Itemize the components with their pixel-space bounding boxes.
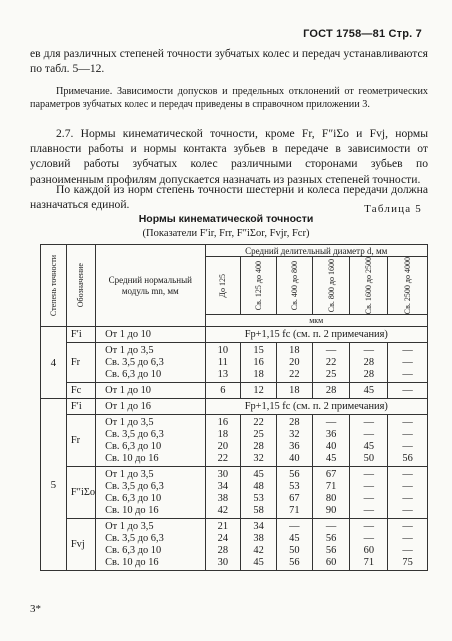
value: 22	[325, 356, 337, 368]
paragraph-2: 2.7. Нормы кинематической точности, кроме Fr, F″iΣо и Fvj, нормы плавности работы и нормы контакта зубьев в передаче в зависимости от условий работы зубчатых колес различными сторонами зубьев по разноименным профилям допускается назначать из разных степеней точности.	[30, 127, 428, 186]
value: 38	[217, 492, 229, 504]
diameter-col-4: Св. 1600 до 2500	[350, 257, 388, 315]
value: 75	[402, 556, 413, 568]
value: 50	[289, 544, 300, 556]
value: 11	[217, 356, 228, 368]
value: 32	[253, 452, 264, 464]
module-line: От 1 до 3,5	[105, 520, 154, 532]
page-header: ГОСТ 1758—81 Стр. 7	[303, 28, 422, 40]
value-cell	[241, 415, 277, 467]
value: 71	[289, 504, 300, 516]
value: 38	[253, 532, 264, 544]
footer-mark: 3*	[30, 603, 41, 615]
value: 71	[325, 480, 337, 492]
value: 67	[325, 468, 337, 480]
value: 25	[253, 428, 264, 440]
symbol-cell: F″iΣо	[66, 467, 95, 519]
value: 42	[253, 544, 264, 556]
value-cell	[205, 467, 241, 519]
value: 53	[289, 480, 300, 492]
module-line: Св. 6,3 до 10	[105, 440, 162, 452]
value-cell	[312, 467, 350, 519]
value-cell	[312, 415, 350, 467]
module-line: Св. 3,5 до 6,3	[105, 428, 164, 440]
value: 34	[217, 480, 229, 492]
col-symbol: Обозначение	[66, 245, 95, 327]
value: —	[363, 492, 375, 504]
value: —	[363, 520, 375, 532]
table-row	[41, 399, 428, 415]
module-line: От 1 до 10	[105, 384, 151, 396]
value: 45	[363, 384, 375, 396]
symbol-cell: Fr	[66, 415, 95, 467]
value: 45	[289, 532, 300, 544]
value: 56	[325, 532, 337, 544]
value: —	[402, 532, 413, 544]
value-cell	[241, 383, 277, 399]
value-cell	[241, 519, 277, 571]
diameter-col-3: Св. 800 до 1600	[312, 257, 350, 315]
module-line: Св. 10 до 16	[105, 504, 159, 516]
diameter-col-5: Св. 2500 до 4000	[388, 257, 428, 315]
value: 18	[289, 344, 300, 356]
table-row	[41, 343, 428, 383]
value: —	[402, 344, 413, 356]
degree-cell: 4	[41, 327, 67, 399]
value: 12	[253, 384, 264, 396]
diameter-col-2: Св. 400 до 800	[277, 257, 313, 315]
col-diameter-group: Средний делительный диаметр d, мм	[205, 245, 428, 257]
value: —	[402, 440, 413, 452]
symbol-cell: Fvj	[66, 519, 95, 571]
formula-cell: Fp+1,15 fc (см. п. 2 примечания)	[205, 327, 428, 343]
value: 32	[289, 428, 300, 440]
value: 53	[253, 492, 264, 504]
value: 40	[325, 440, 337, 452]
value-cell	[388, 467, 428, 519]
module-line: Св. 3,5 до 6,3	[105, 532, 164, 544]
module-line: Св. 3,5 до 6,3	[105, 356, 164, 368]
value-cell	[388, 343, 428, 383]
paragraph-1: ев для различных степеней точности зубчатых колес и передач устанавливаются по табл. 5—12.	[30, 47, 428, 76]
value-cell	[241, 467, 277, 519]
paragraph-3: По каждой из норм степень точности шестерни и колеса передачи должна назначаться единой.	[30, 183, 428, 212]
value: —	[363, 344, 375, 356]
symbol-cell: F′i	[66, 399, 95, 415]
value: 28	[363, 368, 375, 380]
diameter-col-1: Св. 125 до 400	[241, 257, 277, 315]
value: 18	[217, 428, 229, 440]
value: 42	[217, 504, 229, 516]
value: 28	[217, 544, 229, 556]
value: —	[363, 416, 375, 428]
value: 56	[402, 452, 413, 464]
diameter-col-0: До 125	[205, 257, 241, 315]
table-row	[41, 415, 428, 467]
value: 56	[289, 556, 300, 568]
module-cell	[96, 383, 205, 399]
value: —	[402, 480, 413, 492]
module-line: Св. 3,5 до 6,3	[105, 480, 164, 492]
value: 16	[253, 356, 264, 368]
value: 25	[325, 368, 337, 380]
value-cell	[277, 343, 313, 383]
value: —	[363, 480, 375, 492]
value-cell	[388, 415, 428, 467]
value-cell	[205, 343, 241, 383]
value: —	[402, 356, 413, 368]
value: 60	[363, 544, 375, 556]
degree-cell: 5	[41, 399, 67, 571]
value: 6	[220, 384, 226, 396]
value: 71	[363, 556, 375, 568]
value: 28	[363, 356, 375, 368]
module-line: Св. 10 до 16	[105, 556, 159, 568]
value-cell	[388, 383, 428, 399]
value: 18	[289, 384, 300, 396]
table-row	[41, 467, 428, 519]
symbol-cell: Fr	[66, 343, 95, 383]
value: 22	[217, 452, 229, 464]
value-cell	[312, 343, 350, 383]
value: —	[402, 544, 413, 556]
value-cell	[205, 519, 241, 571]
module-cell	[96, 415, 205, 467]
value-cell	[312, 383, 350, 399]
value: 20	[217, 440, 229, 452]
value: 28	[325, 384, 337, 396]
module-line: Св. 6,3 до 10	[105, 492, 162, 504]
value-cell	[350, 383, 388, 399]
value-cell	[350, 467, 388, 519]
module-line: Св. 6,3 до 10	[105, 368, 162, 380]
col-module: Средний нормальный модуль mn, мм	[96, 245, 205, 327]
value: 13	[217, 368, 229, 380]
module-cell	[96, 467, 205, 519]
symbol-cell: F′i	[66, 327, 95, 343]
value: 22	[289, 368, 300, 380]
symbol-cell: Fc	[66, 383, 95, 399]
unit-label: мкм	[205, 315, 428, 327]
table-row	[41, 327, 428, 343]
value: —	[402, 492, 413, 504]
value: —	[363, 532, 375, 544]
module-line: От 1 до 3,5	[105, 344, 154, 356]
value: 24	[217, 532, 229, 544]
module-line: От 1 до 10	[105, 328, 151, 340]
value: —	[325, 344, 337, 356]
value: 58	[253, 504, 264, 516]
module-line: От 1 до 3,5	[105, 416, 154, 428]
value: 48	[253, 480, 264, 492]
module-line: От 1 до 3,5	[105, 468, 154, 480]
value-cell	[388, 519, 428, 571]
module-line: Св. 6,3 до 10	[105, 544, 162, 556]
value: 45	[253, 556, 264, 568]
value: —	[402, 428, 413, 440]
value: 80	[325, 492, 337, 504]
module-line: От 1 до 16	[105, 400, 151, 412]
accuracy-table	[40, 244, 428, 571]
value: 45	[253, 468, 264, 480]
value: 28	[253, 440, 264, 452]
value: —	[402, 468, 413, 480]
value: —	[363, 468, 375, 480]
table-caption: Таблица 5	[364, 203, 422, 215]
value: 34	[253, 520, 264, 532]
value: —	[402, 416, 413, 428]
value: 15	[253, 344, 264, 356]
value: —	[325, 520, 337, 532]
note: Примечание. Зависимости допусков и предельных отклонений от геометрических параметров зубчатых колес и передач приведены в справочном приложении 3.	[30, 86, 428, 111]
value: 90	[325, 504, 337, 516]
value-cell	[277, 467, 313, 519]
module-cell	[96, 519, 205, 571]
value-cell	[312, 519, 350, 571]
value: 28	[289, 416, 300, 428]
value: —	[325, 416, 337, 428]
table-row	[41, 383, 428, 399]
table-subtitle: (Показатели F′ir, Frr, F″iΣor, Fvjr, Fcr)	[142, 228, 310, 239]
value: 20	[289, 356, 300, 368]
value-cell	[350, 415, 388, 467]
value: 30	[217, 468, 229, 480]
value: 56	[325, 544, 337, 556]
value: 67	[289, 492, 300, 504]
value-cell	[205, 415, 241, 467]
value-cell	[277, 519, 313, 571]
value: —	[402, 384, 413, 396]
value: 56	[289, 468, 300, 480]
col-degree: Степень точности	[41, 245, 67, 327]
value: 50	[363, 452, 375, 464]
value: 45	[325, 452, 337, 464]
value: —	[363, 504, 375, 516]
value: 21	[217, 520, 229, 532]
value-cell	[350, 343, 388, 383]
value: 22	[253, 416, 264, 428]
table-title: Нормы кинематической точности	[138, 213, 314, 225]
value: 16	[217, 416, 229, 428]
value: —	[402, 520, 413, 532]
value: 45	[363, 440, 375, 452]
value: —	[363, 428, 375, 440]
value: 36	[289, 440, 300, 452]
value-cell	[241, 343, 277, 383]
value-cell	[277, 383, 313, 399]
value: 18	[253, 368, 264, 380]
value: —	[289, 520, 300, 532]
value: —	[402, 504, 413, 516]
value: 40	[289, 452, 300, 464]
value: 30	[217, 556, 229, 568]
value: 36	[325, 428, 337, 440]
value: 60	[325, 556, 337, 568]
value: 10	[217, 344, 229, 356]
module-cell	[96, 327, 205, 343]
value: —	[402, 368, 413, 380]
value-cell	[277, 415, 313, 467]
formula-cell: Fp+1,15 fc (см. п. 2 примечания)	[205, 399, 428, 415]
module-cell	[96, 343, 205, 383]
module-line: Св. 10 до 16	[105, 452, 159, 464]
module-cell	[96, 399, 205, 415]
value-cell	[205, 383, 241, 399]
value-cell	[350, 519, 388, 571]
table-row	[41, 519, 428, 571]
